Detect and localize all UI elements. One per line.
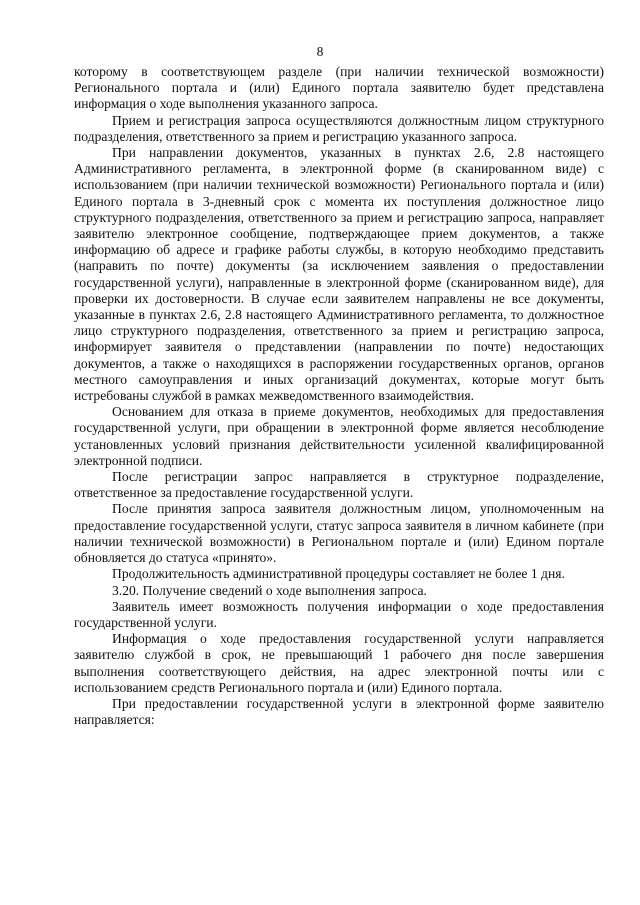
paragraph-duration: Продолжительность административной процедуры составляет не более 1 дня. [112,566,565,582]
paragraph-continuation: которому в соответствующем разделе (при наличии технической возможности) Регионального портала и (или) Единого портала заявителю будет представлена информация о ходе выполнения указанного запроса. [74,64,604,112]
section-heading-3-20: 3.20. Получение сведений о ходе выполнения запроса. [112,582,427,598]
paragraph-refusal-grounds: Основанием для отказа в приеме документов, необходимых для предоставления государственной услуги, при обращении в электронной форме является несоблюдение установленных условий признания действительности усиленной квалифицированной электронной подписи. [74,404,604,468]
paragraph-after-registration: После регистрации запрос направляется в структурное подразделение, ответственное за предоставление государственной услуги. [74,469,604,501]
paragraph-documents-electronic: При направлении документов, указанных в пунктах 2.6, 2.8 настоящего Административного регламента, в электронной форме (в сканированном виде) с использованием (при наличии технической возможности) Регионального портала и (или) Единого портала в 3-дневный срок с момента их поступления должностное лицо структурного подразделения, ответственного за прием и регистрацию запроса, направляет заявителю электронное сообщение, подтверждающее прием документов, а также информацию об адресе и графике работы службы, в которую необходимо представить (направить по почте) документы (за исключением заявления о предоставлении государственной услуги), направленные в электронной форме (сканированном виде), для проверки их достоверности. В случае если заявителем направлены не все документы, указанные в пунктах 2.6, 2.8 настоящего Административного регламента, то должностное лицо структурного подразделения, ответственного за прием и регистрацию запроса, информирует заявителя о представлении (направлении по почте) недостающих документов, а также о находящихся в распоряжении государственных органов, органов местного самоуправления и иных организаций документах, которые могут быть истребованы службой в рамках межведомственного взаимодействия. [74,145,604,404]
page-number: 8 [316,44,324,59]
paragraph-applicant-info: Заявитель имеет возможность получения информации о ходе предоставления государственной услуги. [74,598,604,630]
document-body [74,64,604,728]
paragraph-status-update: После принятия запроса заявителя должностным лицом, уполномоченным на предоставление государственной услуги, статус запроса заявителя в личном кабинете (при наличии технической возможности) в Региональном портале и (или) Едином портале обновляется до статуса «принято». [74,501,604,566]
paragraph-progress-info: Информация о ходе предоставления государственной услуги направляется заявителю службой в срок, не превышающий 1 рабочего дня после завершения выполнения соответствующего действия, на адрес электронной почты или с использованием средств Регионального портала и (или) Единого портала. [74,631,604,695]
paragraph-registration: Прием и регистрация запроса осуществляются должностным лицом структурного подразделения, ответственного за прием и регистрацию указанного запроса. [74,112,604,144]
paragraph-electronic-notifications: При предоставлении государственной услуги в электронной форме заявителю направляется: [74,695,604,728]
